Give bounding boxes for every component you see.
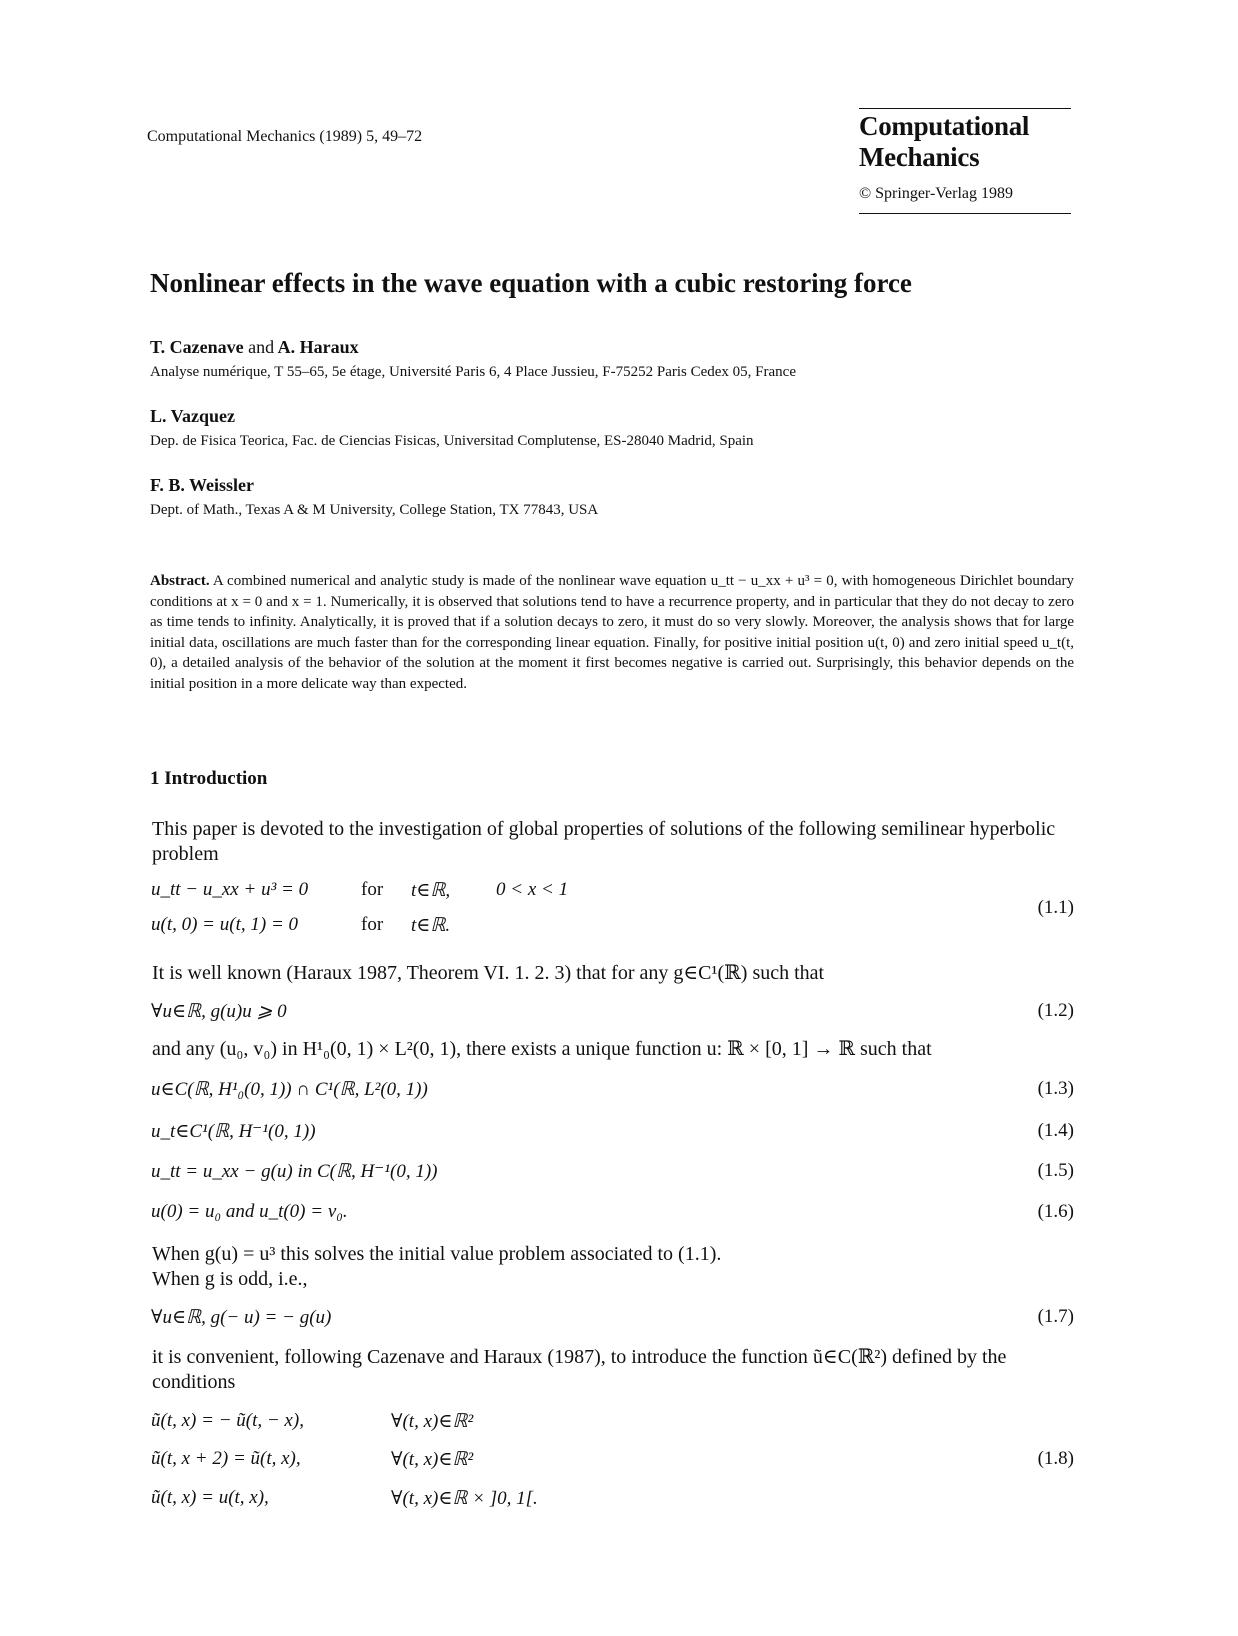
equation-lhs: u_tt − u_xx + u³ = 0 (151, 879, 309, 900)
equation-lhs: ũ(t, x) = − ũ(t, − x), (151, 1410, 304, 1431)
equation-number: (1.6) (1037, 1201, 1074, 1222)
equation-1-1a (151, 879, 569, 901)
equation-for: for (361, 914, 384, 935)
equation-number: (1.4) (1037, 1120, 1074, 1141)
abstract-label: Abstract. (150, 573, 210, 589)
abstract (150, 571, 1074, 694)
equation-condition: ∀(t, x)∈ℝ² (391, 1411, 474, 1432)
equation-1-1b (151, 914, 451, 936)
author-name: L. Vazquez (150, 406, 236, 426)
equation-number: (1.1) (1037, 897, 1074, 918)
equation-condition: ∀(t, x)∈ℝ² (391, 1449, 474, 1470)
section-heading: 1 Introduction (150, 768, 268, 789)
author-affiliation: Dept. of Math., Texas A & M University, College Station, TX 77843, USA (150, 502, 599, 518)
journal-brand (859, 108, 1071, 214)
equation-1-7: ∀u∈ℝ, g(− u) = − g(u) (151, 1307, 332, 1328)
equation-lhs: ũ(t, x + 2) = ũ(t, x), (151, 1448, 301, 1469)
equation-1-8b (151, 1448, 474, 1470)
equation-condition: t∈ℝ. (411, 915, 451, 936)
equation-number: (1.2) (1037, 1000, 1074, 1021)
equation-1-3: u∈C(ℝ, H¹₀(0, 1)) ∩ C¹(ℝ, L²(0, 1)) (151, 1079, 428, 1100)
equation-number: (1.5) (1037, 1160, 1074, 1181)
body-paragraph: This paper is devoted to the investigation of global properties of solutions of the following semilinear hyperbolic problem (152, 818, 1056, 865)
brand-name-line1: Computational (859, 111, 1030, 141)
author-name: F. B. Weissler (150, 475, 255, 495)
copyright-notice: © Springer-Verlag 1989 (859, 185, 1014, 202)
abstract-text: A combined numerical and analytic study is made of the nonlinear wave equation u_tt − u_xx + u³ = 0, with homogeneous Dirichlet boundary conditions at x = 0 and x = 1. Numerically, it is observed that solutions tend to have a recurrence property, and in particular that they do not decay to zero as time tends to infinity. Analytically, it is proved that if a solution decays to zero, it must do so very slowly. Moreover, the analysis shows that for large initial data, oscillations are much faster than for the corresponding linear equation. Finally, for positive initial position u(t, 0) and zero initial speed u_t(t, 0), a detailed analysis of the behavior of the solution at the moment it first becomes negative is carried out. Surprisingly, this behavior depends on the initial position in a more delicate way than expected. (150, 573, 1074, 692)
equation-1-8a (151, 1410, 474, 1432)
equation-lhs: u(t, 0) = u(t, 1) = 0 (151, 914, 299, 935)
brand-name-line2: Mechanics (859, 142, 980, 172)
author-group-2 (150, 406, 754, 450)
author-affiliation: Analyse numérique, T 55–65, 5e étage, Université Paris 6, 4 Place Jussieu, F-75252 Paris Cedex 05, France (150, 364, 796, 380)
author-names (150, 337, 796, 358)
equation-lhs: ũ(t, x) = u(t, x), (151, 1487, 269, 1508)
equation-1-5: u_tt = u_xx − g(u) in C(ℝ, H⁻¹(0, 1)) (151, 1161, 438, 1182)
equation-1-6: u(0) = u₀ and u_t(0) = v₀. (151, 1201, 348, 1222)
body-paragraph: It is well known (Haraux 1987, Theorem VI. 1. 2. 3) that for any g∈C¹(ℝ) such that (152, 962, 825, 984)
journal-reference: Computational Mechanics (1989) 5, 49–72 (147, 128, 423, 145)
brand-bottom-rule (859, 213, 1071, 214)
body-paragraph: When g(u) = u³ this solves the initial value problem associated to (1.1). (152, 1243, 722, 1265)
equation-condition: t∈ℝ, (411, 880, 451, 901)
body-paragraph: it is convenient, following Cazenave and Haraux (1987), to introduce the function ũ∈C(ℝ²) defined by the conditions (152, 1346, 1007, 1393)
equation-condition: ∀(t, x)∈ℝ × ]0, 1[. (391, 1488, 538, 1509)
equation-1-4: u_t∈C¹(ℝ, H⁻¹(0, 1)) (151, 1121, 316, 1142)
body-paragraph: When g is odd, i.e., (152, 1268, 308, 1290)
author-group-1 (150, 337, 796, 381)
equation-1-8c (151, 1487, 538, 1509)
body-paragraph: and any (u₀, v₀) in H¹₀(0, 1) × L²(0, 1), there exists a unique function u: ℝ × [0, 1] → ℝ such that (152, 1038, 932, 1060)
equation-number: (1.8) (1037, 1448, 1074, 1469)
equation-range: 0 < x < 1 (496, 879, 569, 900)
paper-title: Nonlinear effects in the wave equation with a cubic restoring force (150, 268, 912, 298)
equation-for: for (361, 879, 384, 900)
author-group-3 (150, 475, 598, 519)
equation-number: (1.7) (1037, 1306, 1074, 1327)
author-affiliation: Dep. de Fisica Teorica, Fac. de Ciencias Fisicas, Universitad Complutense, ES-28040 Madrid, Spain (150, 433, 754, 449)
author-conjunction: and (248, 337, 275, 357)
author-name: A. Haraux (277, 337, 359, 357)
author-name: T. Cazenave (150, 337, 244, 357)
brand-top-rule (859, 108, 1071, 109)
equation-1-2: ∀u∈ℝ, g(u)u ⩾ 0 (151, 1001, 287, 1022)
equation-number: (1.3) (1037, 1078, 1074, 1099)
